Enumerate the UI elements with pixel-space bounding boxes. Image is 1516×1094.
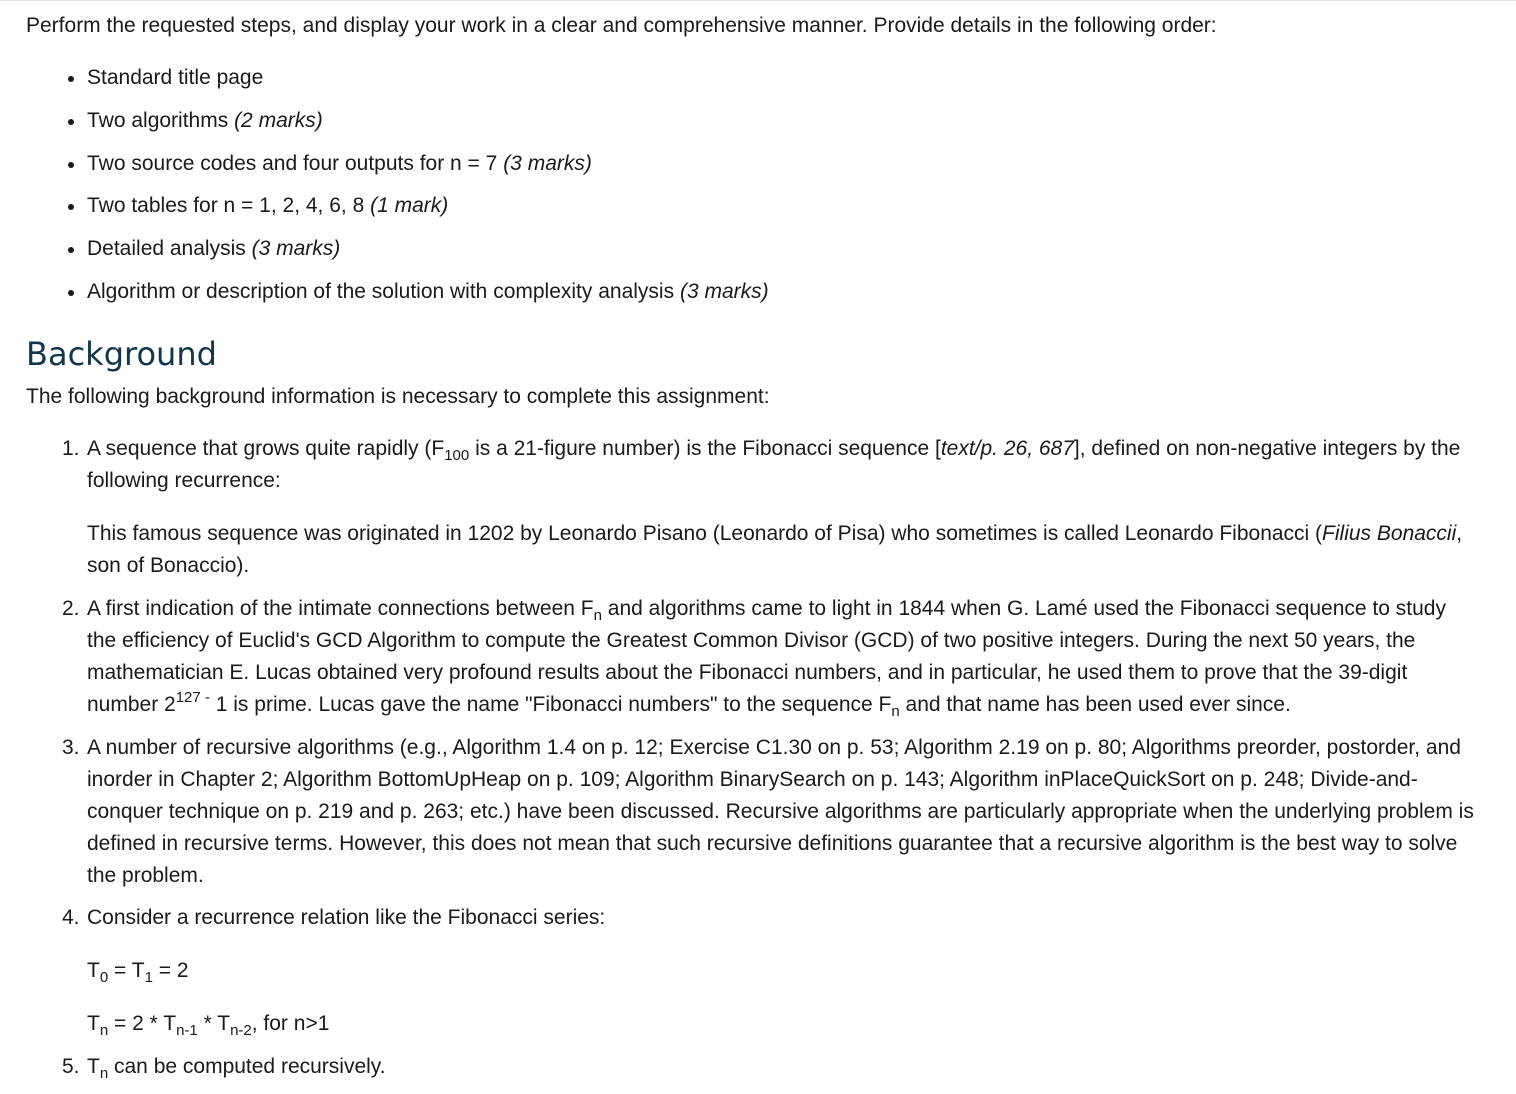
list-item (62, 732, 1476, 892)
item-number: 5. (62, 1055, 80, 1079)
marks-label: (3 marks) (679, 279, 769, 303)
list-item (62, 902, 1476, 1040)
background-heading: Background (26, 334, 217, 373)
item-paragraph: A number of recursive algorithms (e.g., Algorithm 1.4 on p. 12; Exercise C1.30 on p. 53; Algorithm 2.19 on p. 80; Algorithms preorder, postorder, and inorder in Chapter 2; Algorithm BottomUpHeap on p. 109; Algorithm BinarySearch on p. 143; Algorithm inPlaceQuickSort on p. 248; Divide-and-conquer technique on p. 219 and p. 263; etc.) have been discussed. Recursive algorithms are particularly appropriate when the underlying problem is defined in recursive terms. However, this does not mean that such recursive definitions guarantee that a recursive algorithm is the best way to solve the problem. (87, 735, 1474, 887)
list-item: Detailed analysis (3 marks) (87, 233, 1476, 265)
list-item (62, 433, 1476, 582)
marks-label: (2 marks) (234, 108, 323, 132)
item-paragraph: Consider a recurrence relation like the Fibonacci series: (87, 906, 606, 930)
marks-label: (3 marks) (503, 151, 592, 175)
item-paragraph: A first indication of the intimate connections between $F_n$ and algorithms came to light in 1844 when G. Lamé used the Fibonacci sequence to study the efficiency of Euclid's GCD Algorithm to compute the Greatest Common Divisor (GCD) of two positive integers. During the next 50 years, the mathematician E. Lucas obtained very profound results about the Fibonacci numbers, and in particular, he used them to prove that the 39-digit number $2^{127 -}$ 1 is prime. Lucas gave the name "Fibonacci numbers" to the sequence $F_n$ and that name has been used ever since. (87, 596, 1446, 720)
item-paragraph: $T_n$ can be computed recursively. (87, 1055, 386, 1083)
item-number: 2. (62, 596, 80, 620)
item-number: 4. (62, 906, 80, 930)
item-number: 3. (62, 735, 80, 759)
text-reference: text/p. 26, 687 (940, 436, 1074, 460)
intro-text: Perform the requested steps, and display your work in a clear and comprehensive manner. Provide details in the following order: (26, 14, 1217, 37)
background-intro: The following background information is necessary to complete this assignment: (26, 384, 770, 408)
requirements-list (26, 62, 1476, 308)
item-paragraph: This famous sequence was originated in 1202 by Leonardo Pisano (Leonardo of Pisa) who sometimes is called Leonardo Fibonacci (Filius Bonaccii, son of Bonaccio). (87, 521, 1463, 577)
top-divider (0, 0, 1516, 1)
background-list (26, 433, 1476, 1083)
marks-label: (3 marks) (251, 237, 341, 261)
item-paragraph: A sequence that grows quite rapidly ($F_{100}$ is a 21-figure number) is the Fibonacci sequence [text/p. 26, 687], defined on non-negative integers by the following recurrence: (87, 436, 1461, 492)
list-item (62, 1051, 1476, 1083)
list-item: Algorithm or description of the solution with complexity analysis (3 marks) (87, 276, 1476, 308)
marks-label: (1 mark) (370, 194, 449, 218)
list-item (62, 593, 1476, 721)
recurrence-base: $T_0 = T_1 = 2$ (87, 959, 189, 987)
recurrence-relation: $T_n = 2 * T_{n-1} * T_{n-2}$, for n>1 (87, 1012, 330, 1040)
list-item: Two source codes and four outputs for n = 7 (3 marks) (87, 148, 1476, 180)
assignment-content (26, 10, 1476, 1094)
list-item: Two algorithms (2 marks) (87, 105, 1476, 137)
item-number: 1. (62, 436, 80, 460)
list-item: Two tables for n = 1, 2, 4, 6, 8 (1 mark) (87, 190, 1476, 222)
list-item: Standard title page (87, 62, 1476, 94)
